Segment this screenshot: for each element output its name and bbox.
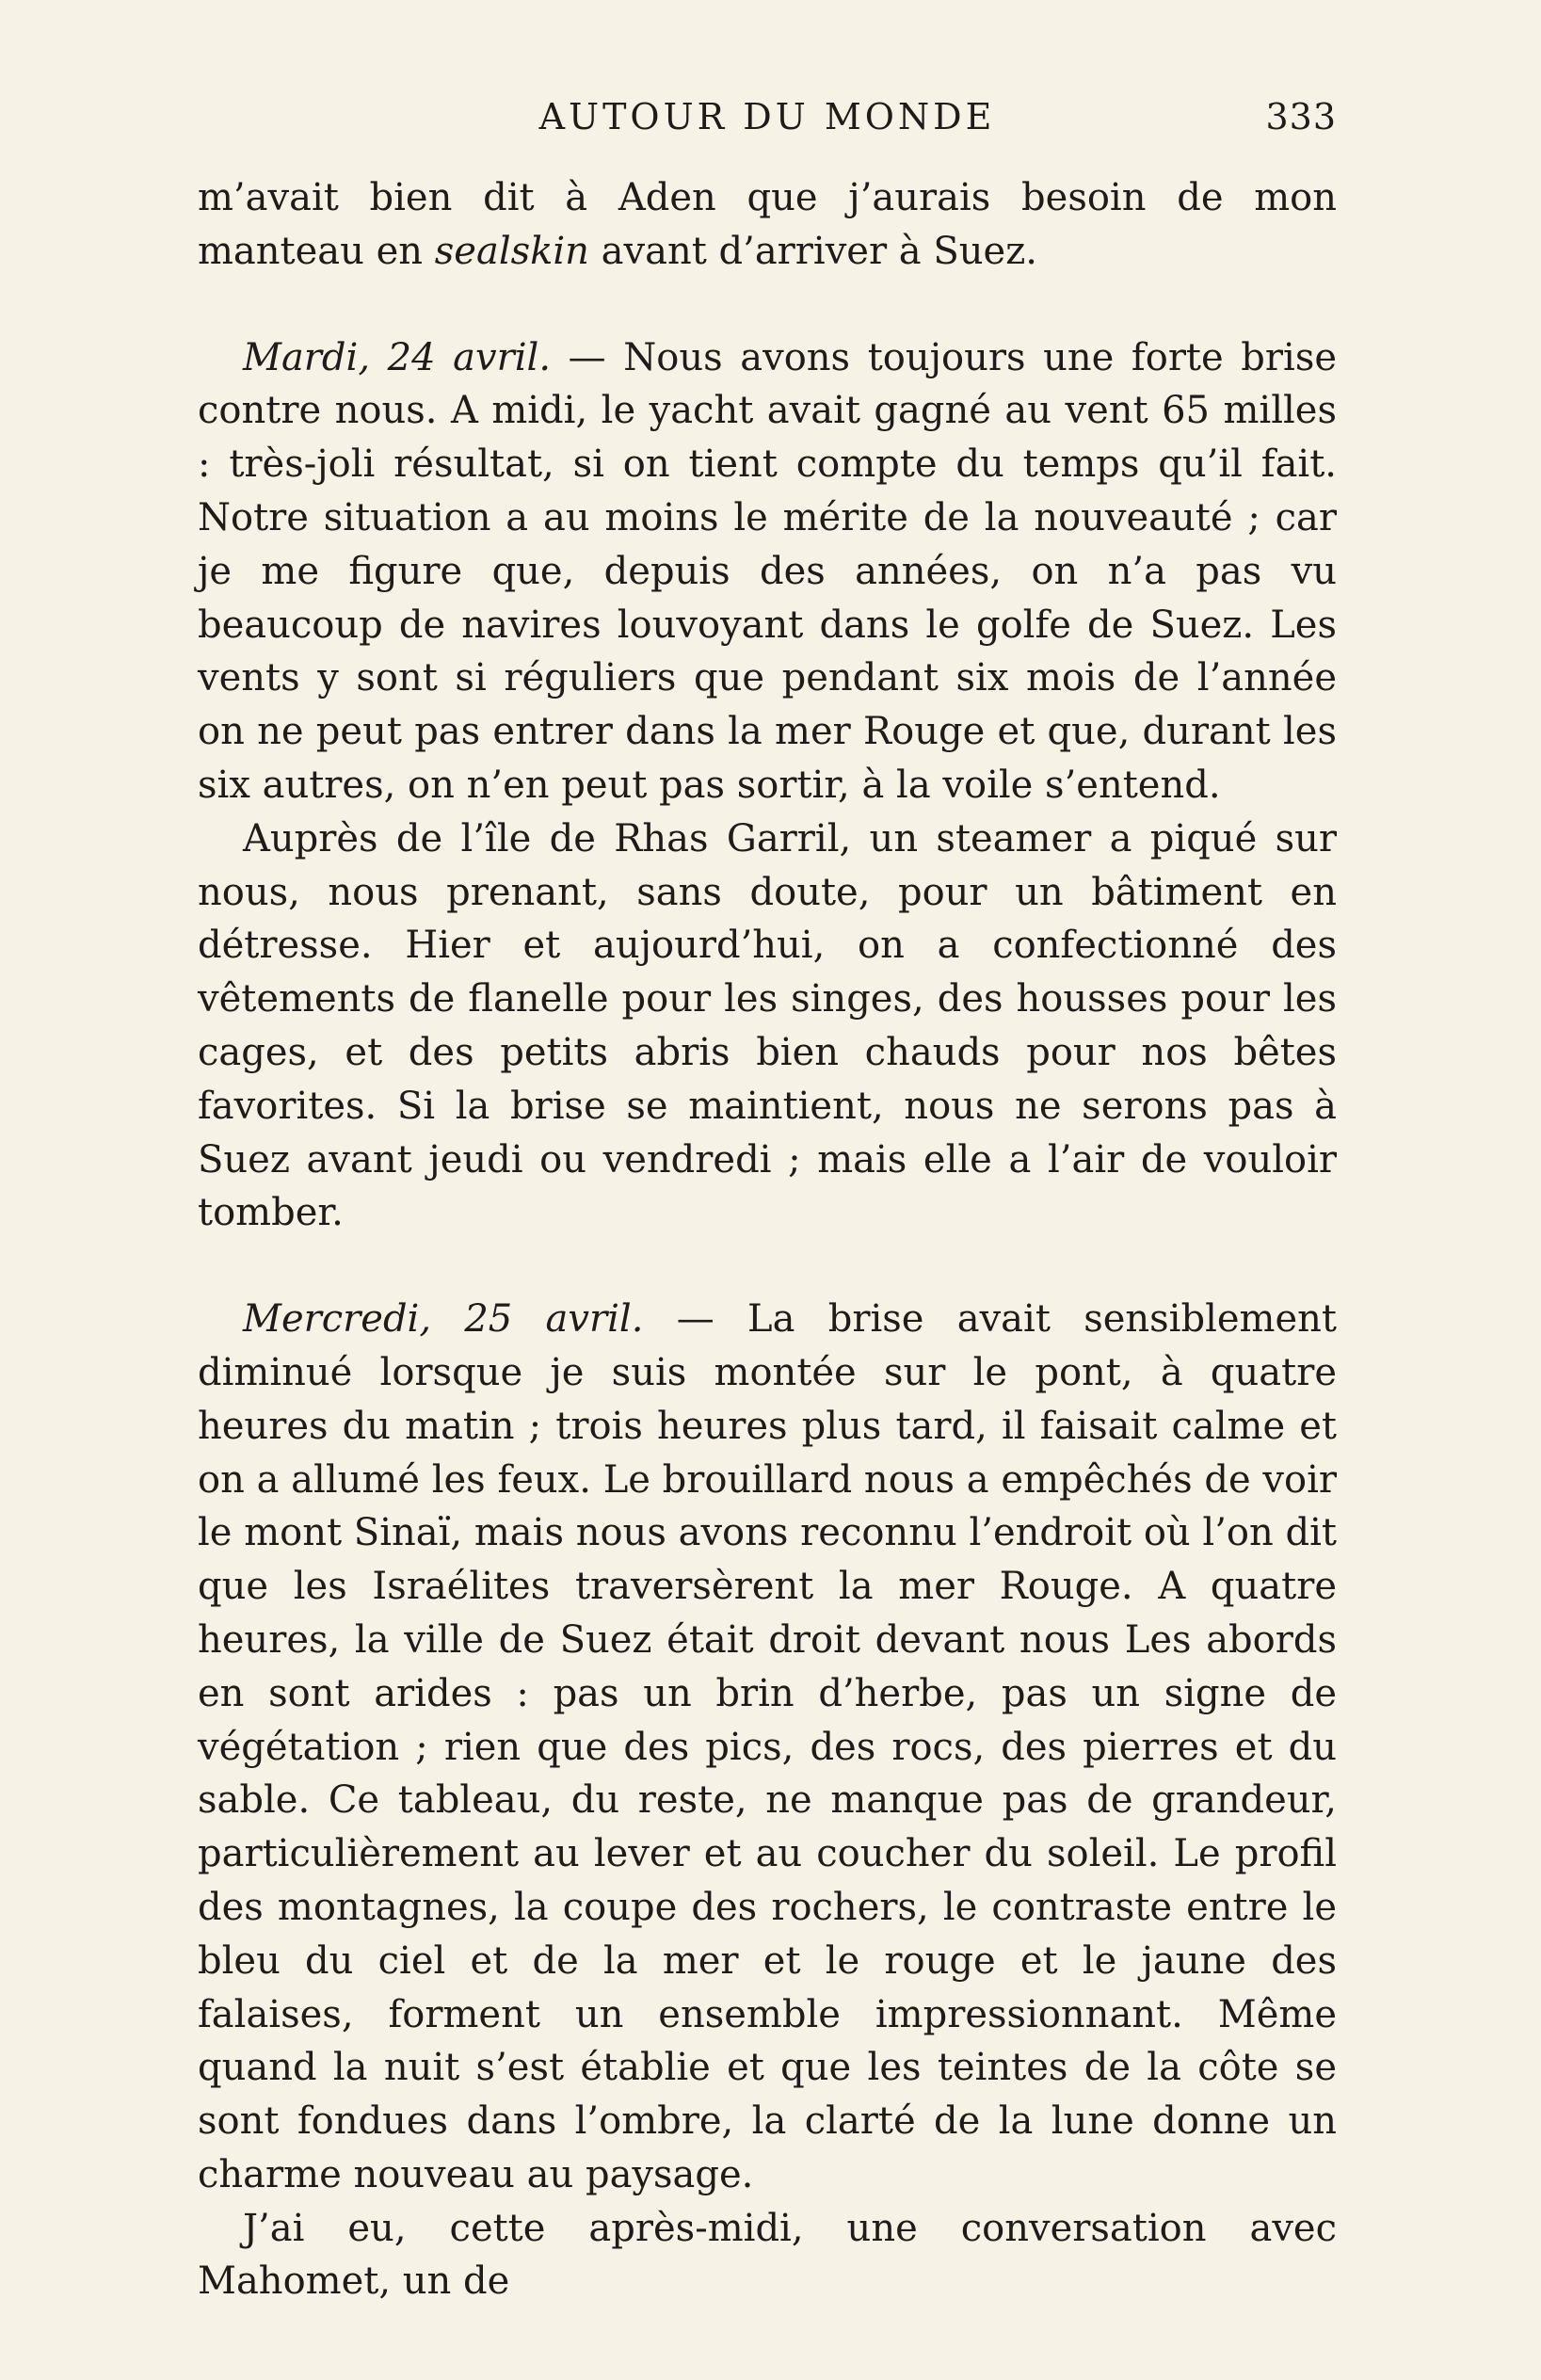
journal-entry-wednesday [198,1293,1337,2202]
paragraph: J’ai eu, cette après-midi, une conversation avec Mahomet, un de [198,2206,1337,2304]
paragraph-text: m’avait bien dit à Aden que j’aurais besoin de mon manteau en [198,176,1337,273]
page-number: 333 [1265,96,1337,137]
paragraph-text: avant d’arriver à Suez. [588,229,1037,273]
paragraph: Auprès de l’île de Rhas Garril, un steamer a piqué sur nous, nous prenant, sans doute, pour un bâtiment en détresse. Hier et aujourd’hui, on a confectionné des vêtements de flanelle pour les singes, des housses pour les cages, et des petits abris bien chauds pour nos bêtes favorites. Si la brise se maintient, nous ne serons pas à Suez avant jeudi ou vendredi ; mais elle a l’air de vouloir tomber. [198,816,1337,1235]
running-head-title: AUTOUR DU MONDE [538,96,996,137]
entry-date: Mardi, 24 avril. [243,335,552,379]
italic-word: sealskin [434,229,589,273]
journal-entry-tuesday [198,331,1337,812]
entry-text: — Nous avons toujours une forte brise contre nous. A midi, le yacht avait gagné au vent 65 milles : très-joli résultat, si on tient compte du temps qu’il fait. Notre situation a au moins le mérite de la nouveauté ; car je me figure que, depuis des années, on n’a pas vu beaucoup de navires louvoyant dans le golfe de Suez. Les vents y sont si réguliers que pendant six mois de l’année on ne peut pas entrer dans la mer Rouge et que, durant les six autres, on n’en peut pas sortir, à la voile s’entend. [198,335,1338,807]
section-gap [198,1240,1337,1293]
running-head [198,96,1337,162]
paragraph-continuation [198,171,1337,279]
entry-text: — La brise avait sensiblement diminué lorsque je suis montée sur le pont, à quatre heures du matin ; trois heures plus tard, il faisait calme et on a allumé les feux. Le brouillard nous a empêchés de voir le mont Sinaï, mais nous avons reconnu l’endroit où l’on dit que les Israélites traversèrent la mer Rouge. A quatre heures, la ville de Suez était droit devant nous Les abords en sont arides : pas un brin d’herbe, pas un signe de végétation ; rien que des pics, des rocs, des pierres et du sable. Ce tableau, du reste, ne manque pas de grandeur, particulièrement au lever et au coucher du soleil. Le profil des montagnes, la coupe des rochers, le contraste entre le bleu du ciel et de la mer et le rouge et le jaune des falaises, forment un ensemble impressionnant. Même quand la nuit s’est établie et que les teintes de la côte se sont fondues dans l’ombre, la clarté de la lune donne un charme nouveau au paysage. [198,1297,1337,2196]
section-gap [198,279,1337,331]
entry-date: Mercredi, 25 avril. [243,1297,644,1342]
body-text [198,171,1337,2308]
